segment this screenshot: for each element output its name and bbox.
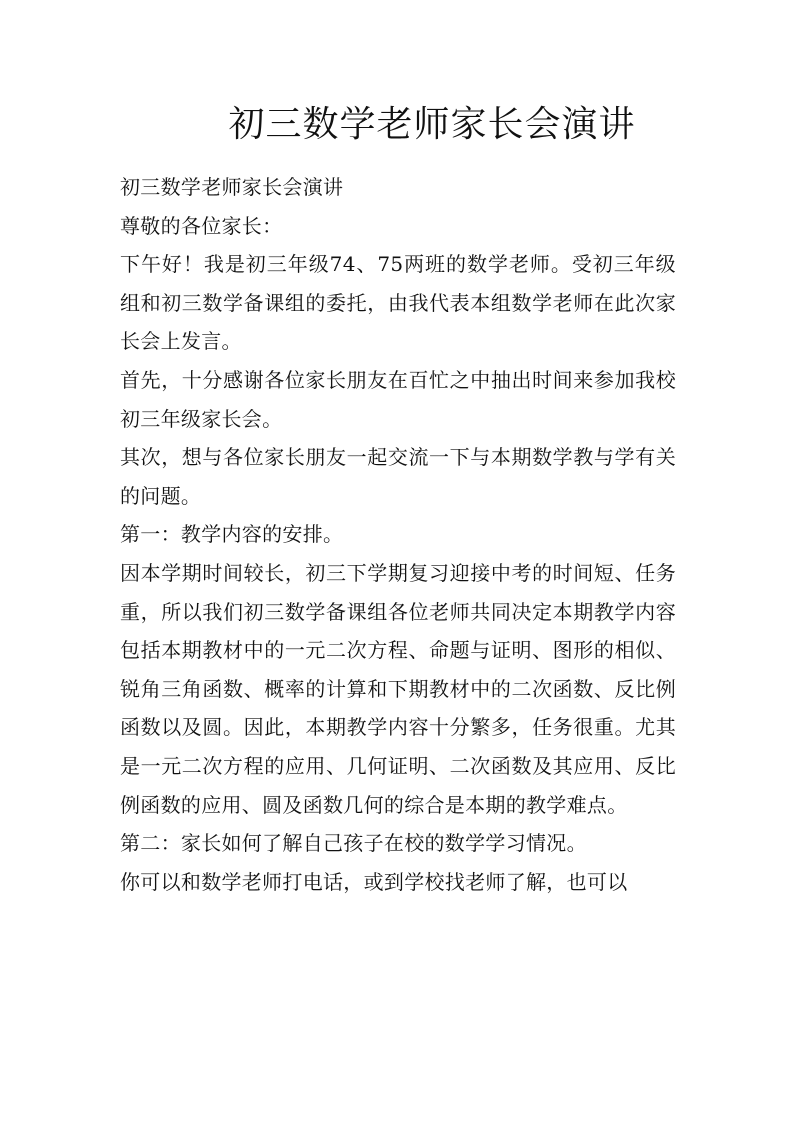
paragraph-purpose: 其次，想与各位家长朋友一起交流一下与本期数学教与学有关的问题。 xyxy=(120,445,676,508)
paragraph-teaching-content: 因本学期时间较长，初三下学期复习迎接中考的时间短、任务重，所以我们初三数学备课组各位老师共同决定本期教学内容包括本期教材中的一元二次方程、命题与证明、图形的相似、锐角三角函数、概率的计算和下期教材中的二次函数、反比例函数以及圆。因此，本期教学内容十分繁多，任务很重。尤其是一元二次方程的应用、几何证明、二次函数及其应用、反比例函数的应用、圆及函数几何的综合是本期的教学难点。 xyxy=(120,560,676,817)
document-body xyxy=(120,168,676,901)
section-heading-1: 第一：教学内容的安排。 xyxy=(120,522,344,547)
section-heading-2: 第二：家长如何了解自己孩子在校的数学学习情况。 xyxy=(120,831,587,856)
document-title: 初三数学老师家长会演讲 xyxy=(228,104,636,145)
paragraph-greeting: 下午好！我是初三年级74、75两班的数学老师。受初三年级组和初三数学备课组的委托，由我代表本组数学老师在此次家长会上发言。 xyxy=(120,252,676,354)
paragraph-thanks: 首先，十分感谢各位家长朋友在百忙之中抽出时间来参加我校初三年级家长会。 xyxy=(120,367,676,431)
paragraph-subtitle: 初三数学老师家长会演讲 xyxy=(120,175,344,199)
paragraph-salutation: 尊敬的各位家长： xyxy=(120,213,283,238)
paragraph-contact: 你可以和数学老师打电话，或到学校找老师了解，也可以 xyxy=(120,869,628,894)
